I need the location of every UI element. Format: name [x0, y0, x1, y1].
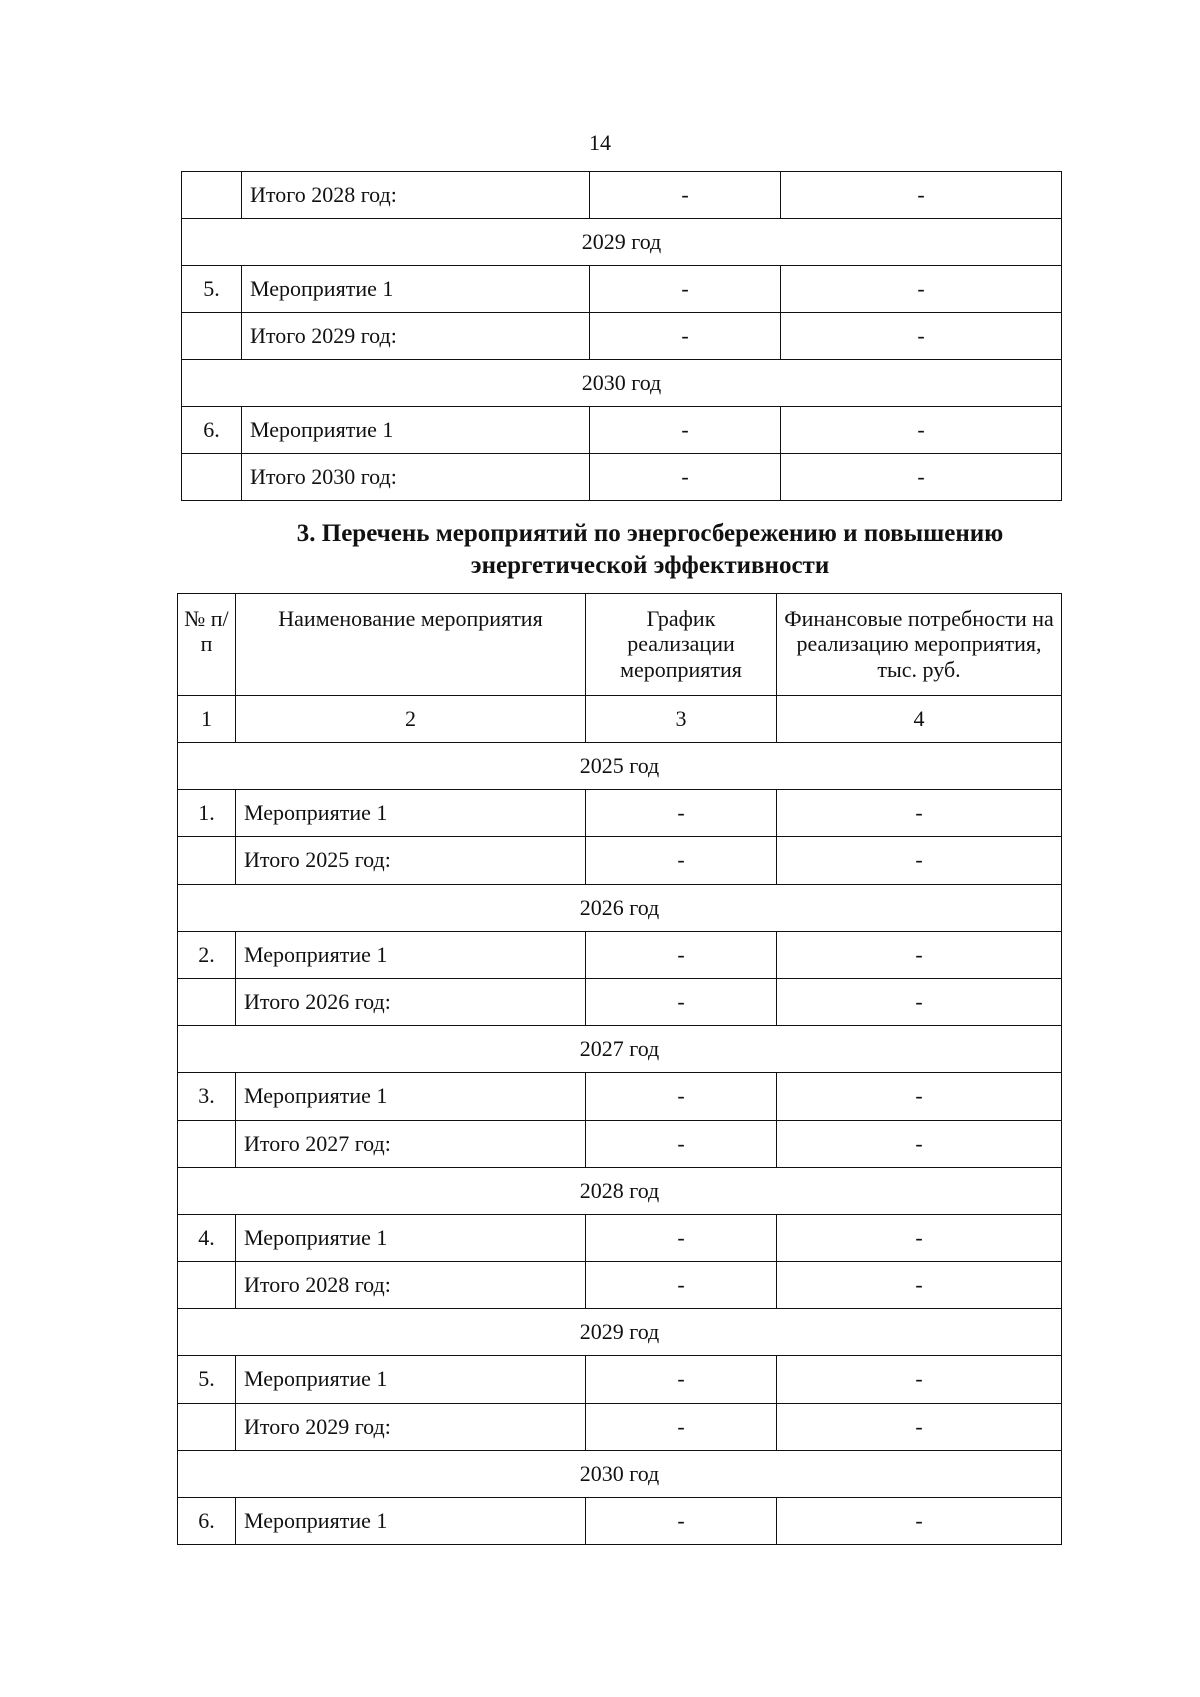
measure-row: [178, 1498, 1062, 1545]
measure-row: [178, 1073, 1062, 1120]
row-number-cell: 4.: [178, 1214, 236, 1261]
funding-cell: -: [781, 454, 1062, 501]
total-row: [182, 172, 1062, 219]
measure-name-cell: Итого 2030 год:: [242, 454, 590, 501]
header-cell-schedule: График реализации мероприятия: [586, 594, 777, 696]
funding-cell: -: [781, 266, 1062, 313]
header-cell-funding: Финансовые потребности на реализацию мероприятия, тыс. руб.: [777, 594, 1062, 696]
schedule-cell: -: [586, 1498, 777, 1545]
year-label: 2029 год: [178, 1309, 1062, 1356]
year-label: 2025 год: [178, 743, 1062, 790]
schedule-cell: -: [590, 266, 781, 313]
year-label: 2030 год: [182, 360, 1062, 407]
measure-name-cell: Мероприятие 1: [236, 1073, 586, 1120]
total-row: [178, 1120, 1062, 1167]
year-label: 2028 год: [178, 1167, 1062, 1214]
page-number: 14: [589, 130, 611, 155]
row-number-cell: 6.: [182, 407, 242, 454]
funding-cell: -: [777, 1214, 1062, 1261]
column-number-3: 3: [586, 696, 777, 743]
funding-cell: -: [777, 1120, 1062, 1167]
row-number-cell: [182, 172, 242, 219]
row-number-cell: [178, 1120, 236, 1167]
measure-row: [178, 931, 1062, 978]
funding-cell: -: [781, 407, 1062, 454]
total-row: [178, 837, 1062, 884]
row-number-cell: [182, 454, 242, 501]
measure-name-cell: Мероприятие 1: [236, 1498, 586, 1545]
measure-row: [178, 790, 1062, 837]
column-number-row: [178, 696, 1062, 743]
row-number-cell: 5.: [178, 1356, 236, 1403]
measure-name-cell: Мероприятие 1: [242, 407, 590, 454]
measure-name-cell: Итого 2027 год:: [236, 1120, 586, 1167]
schedule-cell: -: [586, 978, 777, 1025]
year-row: [178, 1026, 1062, 1073]
measure-name-cell: Итого 2029 год:: [236, 1403, 586, 1450]
year-row: [178, 1309, 1062, 1356]
year-row: [182, 219, 1062, 266]
funding-cell: -: [777, 978, 1062, 1025]
schedule-cell: -: [586, 790, 777, 837]
schedule-cell: -: [590, 454, 781, 501]
measure-name-cell: Итого 2026 год:: [236, 978, 586, 1025]
measure-name-cell: Мероприятие 1: [236, 1214, 586, 1261]
row-number-cell: 2.: [178, 931, 236, 978]
section-heading-line1: 3. Перечень мероприятий по энергосбережению и повышению: [296, 520, 1004, 547]
column-number-4: 4: [777, 696, 1062, 743]
header-cell-name: Наименование мероприятия: [236, 594, 586, 696]
header-row: [178, 594, 1062, 696]
year-label: 2030 год: [178, 1450, 1062, 1497]
schedule-cell: -: [586, 1073, 777, 1120]
measure-name-cell: Итого 2029 год:: [242, 313, 590, 360]
schedule-cell: -: [586, 931, 777, 978]
total-row: [178, 978, 1062, 1025]
row-number-cell: [178, 978, 236, 1025]
year-row: [178, 884, 1062, 931]
column-number-2: 2: [236, 696, 586, 743]
schedule-cell: -: [586, 837, 777, 884]
row-number-cell: 1.: [178, 790, 236, 837]
schedule-cell: -: [586, 1356, 777, 1403]
year-row: [178, 743, 1062, 790]
funding-cell: -: [777, 1356, 1062, 1403]
year-label: 2026 год: [178, 884, 1062, 931]
schedule-cell: -: [590, 313, 781, 360]
measure-row: [178, 1214, 1062, 1261]
schedule-cell: -: [586, 1214, 777, 1261]
schedule-cell: -: [590, 172, 781, 219]
measure-name-cell: Мероприятие 1: [242, 266, 590, 313]
measures-table-body: [178, 743, 1062, 1545]
row-number-cell: [178, 837, 236, 884]
row-number-cell: 5.: [182, 266, 242, 313]
funding-cell: -: [781, 172, 1062, 219]
top-table-continuation: [181, 171, 1062, 501]
funding-cell: -: [781, 313, 1062, 360]
row-number-cell: 3.: [178, 1073, 236, 1120]
measure-name-cell: Мероприятие 1: [236, 931, 586, 978]
total-row: [178, 1403, 1062, 1450]
funding-cell: -: [777, 1498, 1062, 1545]
total-row: [182, 313, 1062, 360]
measures-table: [177, 593, 1062, 1545]
year-label: 2029 год: [182, 219, 1062, 266]
year-label: 2027 год: [178, 1026, 1062, 1073]
schedule-cell: -: [586, 1403, 777, 1450]
measure-name-cell: Итого 2028 год:: [242, 172, 590, 219]
header-cell-number: № п/п: [178, 594, 236, 696]
total-row: [178, 1262, 1062, 1309]
measure-name-cell: Мероприятие 1: [236, 790, 586, 837]
year-row: [178, 1450, 1062, 1497]
measure-row: [178, 1356, 1062, 1403]
measure-row: [182, 407, 1062, 454]
top-table-body: [182, 172, 1062, 501]
row-number-cell: [178, 1403, 236, 1450]
schedule-cell: -: [586, 1120, 777, 1167]
funding-cell: -: [777, 1262, 1062, 1309]
funding-cell: -: [777, 790, 1062, 837]
row-number-cell: [182, 313, 242, 360]
column-number-1: 1: [178, 696, 236, 743]
measure-name-cell: Мероприятие 1: [236, 1356, 586, 1403]
funding-cell: -: [777, 931, 1062, 978]
row-number-cell: 6.: [178, 1498, 236, 1545]
section-heading-line2: энергетической эффективности: [470, 552, 830, 579]
funding-cell: -: [777, 837, 1062, 884]
schedule-cell: -: [590, 407, 781, 454]
row-number-cell: [178, 1262, 236, 1309]
measure-name-cell: Итого 2028 год:: [236, 1262, 586, 1309]
measure-name-cell: Итого 2025 год:: [236, 837, 586, 884]
measure-row: [182, 266, 1062, 313]
schedule-cell: -: [586, 1262, 777, 1309]
funding-cell: -: [777, 1403, 1062, 1450]
funding-cell: -: [777, 1073, 1062, 1120]
year-row: [182, 360, 1062, 407]
section-heading: [220, 518, 1080, 582]
total-row: [182, 454, 1062, 501]
year-row: [178, 1167, 1062, 1214]
